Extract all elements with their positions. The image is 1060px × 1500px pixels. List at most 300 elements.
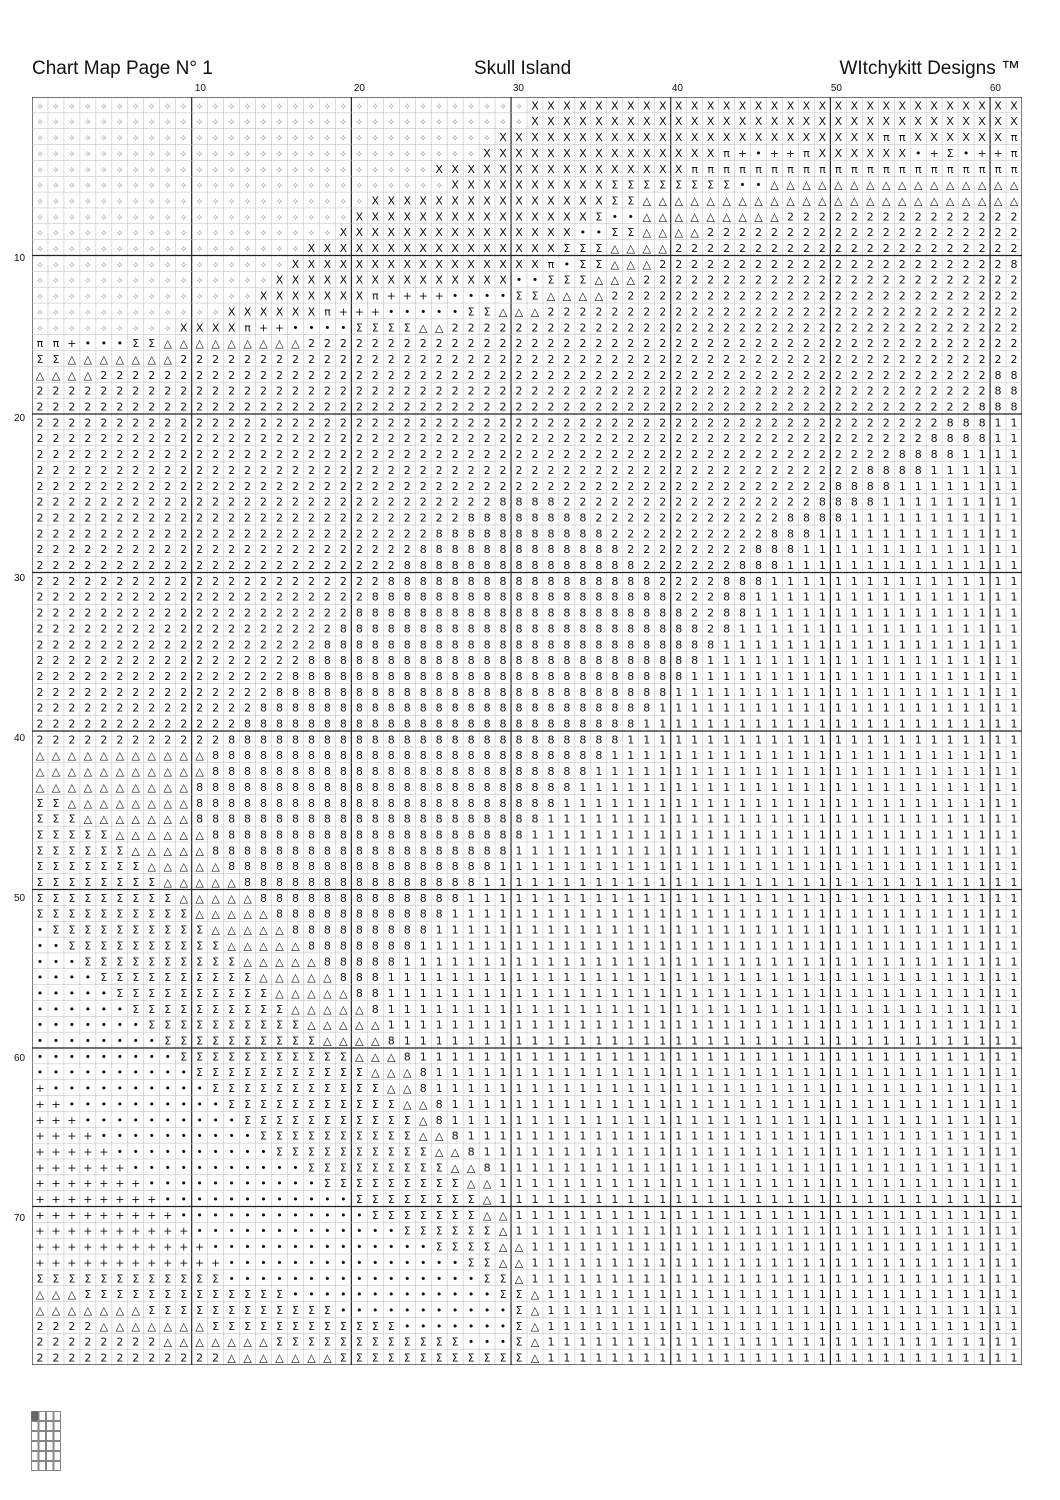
stitch-symbol: 8 [452, 607, 459, 620]
stitch-symbol: Σ [420, 1209, 427, 1222]
stitch-symbol: 1 [468, 1035, 475, 1048]
stitch-symbol: 1 [867, 733, 874, 746]
stitch-symbol: 8 [500, 638, 507, 651]
stitch-symbol: X [292, 258, 300, 271]
stitch-symbol: 1 [547, 876, 554, 889]
stitch-symbol: Σ [148, 939, 155, 952]
stitch-symbol: 1 [516, 1050, 523, 1063]
stitch-symbol: 1 [787, 1082, 794, 1095]
stitch-symbol: 2 [196, 432, 203, 445]
stitch-symbol: 1 [771, 876, 778, 889]
stitch-symbol: 2 [595, 353, 602, 366]
stitch-symbol: 1 [899, 908, 906, 921]
stitch-symbol: 2 [420, 416, 427, 429]
stitch-symbol: 2 [116, 638, 123, 651]
stitch-symbol: 2 [611, 527, 618, 540]
stitch-symbol: 1 [787, 844, 794, 857]
stitch-symbol: 2 [819, 210, 826, 223]
stitch-symbol: 2 [771, 337, 778, 350]
stitch-symbol: 2 [404, 416, 411, 429]
stitch-symbol: X [451, 258, 459, 271]
stitch-symbol: • [468, 1272, 475, 1285]
stitch-symbol: 1 [643, 1145, 650, 1158]
stitch-symbol: 2 [100, 686, 107, 699]
stitch-symbol: 2 [867, 274, 874, 287]
stitch-symbol: 1 [627, 987, 634, 1000]
stitch-symbol: 1 [931, 1177, 938, 1190]
stitch-symbol: 8 [723, 575, 730, 588]
stitch-symbol: 1 [995, 1145, 1002, 1158]
stitch-symbol: Σ [116, 908, 123, 921]
stitch-symbol: 8 [356, 892, 363, 905]
stitch-symbol: 1 [531, 1019, 538, 1032]
stitch-symbol: 2 [500, 385, 507, 398]
stitch-symbol: 2 [659, 274, 666, 287]
stitch-symbol: 1 [899, 622, 906, 635]
stitch-symbol: ✧ [68, 308, 76, 318]
stitch-symbol: • [101, 1082, 108, 1095]
stitch-symbol: 1 [931, 543, 938, 556]
stitch-symbol: 1 [787, 718, 794, 731]
stitch-symbol: 1 [707, 797, 714, 810]
stitch-symbol: 8 [228, 749, 235, 762]
stitch-symbol: 1 [643, 955, 650, 968]
stitch-symbol: 2 [276, 559, 283, 572]
stitch-symbol: 1 [931, 765, 938, 778]
stitch-symbol: 2 [68, 1320, 75, 1333]
stitch-symbol: ✧ [467, 102, 475, 112]
stitch-symbol: 8 [579, 607, 586, 620]
stitch-symbol: 8 [452, 670, 459, 683]
stitch-symbol: 2 [308, 622, 315, 635]
stitch-symbol: 2 [340, 511, 347, 524]
stitch-symbol: + [67, 337, 76, 350]
stitch-symbol: X [467, 210, 475, 223]
stitch-symbol: 1 [436, 1066, 443, 1079]
stitch-symbol: 1 [643, 1320, 650, 1333]
stitch-symbol: 2 [212, 543, 219, 556]
stitch-symbol: 2 [84, 480, 91, 493]
stitch-symbol: 2 [819, 226, 826, 239]
stitch-symbol: 1 [915, 718, 922, 731]
stitch-symbol: 1 [723, 1114, 730, 1127]
stitch-symbol: 1 [979, 559, 986, 572]
stitch-symbol: △ [36, 781, 45, 794]
stitch-symbol: 2 [420, 385, 427, 398]
stitch-symbol: 1 [516, 1003, 523, 1016]
stitch-symbol: 1 [835, 749, 842, 762]
stitch-symbol: • [85, 1082, 92, 1095]
stitch-symbol: 1 [883, 1035, 890, 1048]
stitch-symbol: ✧ [116, 213, 124, 223]
stitch-symbol: △ [339, 987, 348, 1000]
stitch-symbol: 1 [899, 797, 906, 810]
stitch-symbol: 8 [372, 638, 379, 651]
stitch-symbol: 2 [164, 686, 171, 699]
stitch-symbol: X [611, 163, 619, 176]
stitch-symbol: X [595, 99, 603, 112]
stitch-symbol: 2 [659, 575, 666, 588]
stitch-symbol: 8 [500, 686, 507, 699]
stitch-symbol: 2 [675, 369, 682, 382]
stitch-symbol: 1 [819, 860, 826, 873]
stitch-symbol: ✧ [196, 213, 204, 223]
stitch-symbol: 2 [356, 496, 363, 509]
stitch-symbol: 8 [1011, 385, 1018, 398]
stitch-symbol: 1 [771, 702, 778, 715]
stitch-symbol: 1 [819, 876, 826, 889]
stitch-symbol: △ [68, 1288, 77, 1301]
stitch-symbol: △ [419, 321, 428, 334]
stitch-symbol: X [356, 242, 364, 255]
stitch-symbol: 8 [436, 908, 443, 921]
stitch-symbol: 2 [659, 464, 666, 477]
stitch-symbol: 2 [899, 385, 906, 398]
stitch-symbol: Σ [100, 876, 107, 889]
stitch-symbol: X [340, 258, 348, 271]
stitch-symbol: 2 [100, 702, 107, 715]
stitch-symbol: △ [52, 1288, 61, 1301]
stitch-symbol: 1 [787, 1177, 794, 1190]
stitch-symbol: 8 [468, 575, 475, 588]
stitch-symbol: 2 [595, 385, 602, 398]
stitch-symbol: 1 [404, 1003, 411, 1016]
stitch-symbol: 2 [292, 607, 299, 620]
stitch-symbol: 1 [947, 1256, 954, 1269]
stitch-symbol: 2 [531, 369, 538, 382]
stitch-symbol: X [292, 274, 300, 287]
stitch-symbol: 2 [436, 432, 443, 445]
stitch-symbol: △ [132, 353, 141, 366]
stitch-symbol: ✧ [116, 229, 124, 239]
stitch-symbol: 2 [963, 337, 970, 350]
stitch-symbol: 2 [180, 654, 187, 667]
stitch-symbol: 1 [563, 924, 570, 937]
stitch-symbol: 2 [963, 290, 970, 303]
stitch-symbol: 1 [627, 876, 634, 889]
stitch-symbol: 2 [244, 638, 251, 651]
stitch-symbol: Σ [516, 1304, 523, 1317]
stitch-symbol: Σ [164, 1019, 171, 1032]
stitch-symbol: 8 [468, 638, 475, 651]
stitch-symbol: 1 [883, 1019, 890, 1032]
stitch-symbol: 2 [595, 305, 602, 318]
stitch-symbol: 1 [947, 844, 954, 857]
stitch-symbol: ✧ [52, 324, 60, 334]
stitch-symbol: Σ [420, 1193, 427, 1206]
stitch-symbol: △ [163, 337, 172, 350]
stitch-symbol: 1 [579, 1225, 586, 1238]
stitch-symbol: 1 [867, 828, 874, 841]
stitch-symbol: 2 [851, 385, 858, 398]
stitch-symbol: 2 [723, 448, 730, 461]
stitch-symbol: X [356, 210, 364, 223]
stitch-symbol: 1 [771, 686, 778, 699]
stitch-symbol: 1 [947, 1114, 954, 1127]
stitch-symbol: 2 [84, 1320, 91, 1333]
stitch-symbol: Σ [228, 1035, 235, 1048]
stitch-symbol: 1 [931, 718, 938, 731]
stitch-symbol: 1 [931, 607, 938, 620]
stitch-symbol: 1 [931, 511, 938, 524]
stitch-symbol: 1 [787, 1241, 794, 1254]
stitch-symbol: • [85, 337, 92, 350]
stitch-symbol: 8 [851, 496, 858, 509]
stitch-symbol: + [179, 1225, 188, 1238]
stitch-symbol: 2 [516, 464, 523, 477]
stitch-symbol: π [899, 163, 906, 176]
stitch-symbol: △ [419, 1130, 428, 1143]
stitch-symbol: 2 [356, 385, 363, 398]
stitch-symbol: 1 [851, 1225, 858, 1238]
stitch-symbol: 1 [579, 1019, 586, 1032]
stitch-symbol: 2 [707, 369, 714, 382]
stitch-symbol: 1 [899, 971, 906, 984]
stitch-symbol: ✧ [228, 102, 236, 112]
stitch-symbol: 2 [819, 290, 826, 303]
stitch-symbol: 1 [915, 654, 922, 667]
stitch-symbol: 8 [260, 797, 267, 810]
stitch-symbol: 2 [36, 575, 43, 588]
stitch-symbol: • [164, 1050, 171, 1063]
stitch-symbol: 1 [563, 1209, 570, 1222]
stitch-symbol: 1 [803, 781, 810, 794]
stitch-symbol: • [37, 987, 44, 1000]
stitch-symbol: X [771, 115, 779, 128]
stitch-symbol: 8 [500, 575, 507, 588]
stitch-symbol: Σ [388, 1098, 395, 1111]
stitch-symbol: 1 [1011, 1272, 1018, 1285]
stitch-symbol: 1 [611, 1288, 618, 1301]
stitch-symbol: 1 [531, 987, 538, 1000]
stitch-symbol: 1 [835, 622, 842, 635]
stitch-symbol: 2 [372, 559, 379, 572]
stitch-symbol: 1 [995, 892, 1002, 905]
stitch-symbol: 8 [867, 496, 874, 509]
stitch-symbol: X [595, 115, 603, 128]
stitch-symbol: 1 [739, 781, 746, 794]
stitch-symbol: 2 [547, 401, 554, 414]
stitch-symbol: 1 [803, 749, 810, 762]
stitch-symbol: 8 [420, 860, 427, 873]
stitch-symbol: 1 [883, 1161, 890, 1174]
stitch-symbol: 8 [547, 607, 554, 620]
stitch-symbol: X [563, 99, 571, 112]
stitch-symbol: 1 [867, 575, 874, 588]
stitch-symbol: • [340, 1241, 347, 1254]
stitch-symbol: 1 [883, 1209, 890, 1222]
stitch-symbol: ✧ [372, 182, 380, 192]
stitch-symbol: 8 [500, 765, 507, 778]
stitch-symbol: ✧ [116, 261, 124, 271]
stitch-symbol: 1 [915, 749, 922, 762]
stitch-symbol: 2 [36, 543, 43, 556]
stitch-symbol: X [547, 210, 555, 223]
stitch-symbol: ✧ [52, 293, 60, 303]
stitch-symbol: 2 [787, 401, 794, 414]
stitch-symbol: 1 [899, 1145, 906, 1158]
stitch-symbol: 1 [500, 987, 507, 1000]
stitch-symbol: X [419, 226, 427, 239]
stitch-symbol: 1 [883, 733, 890, 746]
stitch-symbol: △ [195, 749, 204, 762]
stitch-symbol: 2 [691, 401, 698, 414]
stitch-symbol: Σ [372, 1130, 379, 1143]
stitch-symbol: 2 [787, 321, 794, 334]
stitch-symbol: 2 [164, 511, 171, 524]
stitch-symbol: 1 [723, 892, 730, 905]
stitch-symbol: ✧ [68, 166, 76, 176]
stitch-symbol: 1 [675, 813, 682, 826]
stitch-symbol: △ [770, 179, 779, 192]
stitch-symbol: △ [307, 955, 316, 968]
stitch-symbol: 1 [723, 1161, 730, 1174]
stitch-symbol: △ [467, 1177, 476, 1190]
stitch-symbol: 2 [180, 607, 187, 620]
stitch-symbol: 2 [420, 496, 427, 509]
stitch-symbol: 8 [372, 607, 379, 620]
stitch-symbol: 2 [883, 432, 890, 445]
stitch-symbol: 8 [579, 559, 586, 572]
stitch-symbol: + [35, 1130, 44, 1143]
stitch-symbol: 1 [531, 924, 538, 937]
stitch-symbol: 8 [915, 464, 922, 477]
stitch-symbol: ✧ [100, 293, 108, 303]
stitch-symbol: ✧ [228, 277, 236, 287]
stitch-symbol: 2 [388, 527, 395, 540]
stitch-symbol: △ [116, 765, 125, 778]
stitch-symbol: 1 [643, 765, 650, 778]
stitch-symbol: • [85, 1003, 92, 1016]
stitch-symbol: • [69, 1050, 76, 1063]
stitch-symbol: 1 [787, 559, 794, 572]
stitch-symbol: Σ [324, 1066, 331, 1079]
stitch-symbol: Σ [212, 1304, 219, 1317]
stitch-symbol: 1 [819, 797, 826, 810]
stitch-symbol: 2 [755, 242, 762, 255]
stitch-symbol: ✧ [132, 293, 140, 303]
stitch-symbol: 2 [484, 416, 491, 429]
stitch-symbol: 1 [867, 1050, 874, 1063]
stitch-symbol: 1 [771, 654, 778, 667]
stitch-symbol: 1 [867, 908, 874, 921]
stitch-symbol: 1 [659, 765, 666, 778]
stitch-symbol: 2 [132, 511, 139, 524]
stitch-symbol: 1 [723, 1177, 730, 1190]
stitch-symbol: 1 [675, 955, 682, 968]
stitch-symbol: X [787, 99, 795, 112]
stitch-symbol: X [499, 226, 507, 239]
stitch-symbol: 2 [803, 210, 810, 223]
stitch-symbol: 1 [659, 1050, 666, 1063]
stitch-symbol: 8 [659, 622, 666, 635]
stitch-symbol: 2 [388, 337, 395, 350]
stitch-symbol: 2 [739, 369, 746, 382]
stitch-symbol: 1 [787, 749, 794, 762]
stitch-symbol: 1 [851, 511, 858, 524]
stitch-symbol: 8 [963, 432, 970, 445]
stitch-symbol: + [99, 1225, 108, 1238]
stitch-symbol: 1 [563, 987, 570, 1000]
stitch-symbol: 1 [995, 718, 1002, 731]
stitch-symbol: 1 [627, 1320, 634, 1333]
stitch-symbol: + [35, 1114, 44, 1127]
stitch-symbol: 2 [531, 416, 538, 429]
stitch-symbol: 2 [979, 274, 986, 287]
stitch-symbol: • [436, 1320, 443, 1333]
stitch-symbol: 1 [516, 1035, 523, 1048]
stitch-symbol: ✧ [84, 102, 92, 112]
stitch-symbol: 2 [835, 385, 842, 398]
stitch-symbol: 2 [707, 290, 714, 303]
stitch-symbol: 1 [484, 1082, 491, 1095]
stitch-symbol: 1 [611, 1066, 618, 1079]
stitch-symbol: 2 [260, 543, 267, 556]
stitch-symbol: 1 [659, 702, 666, 715]
stitch-symbol: 2 [196, 385, 203, 398]
stitch-symbol: 8 [484, 686, 491, 699]
stitch-symbol: X [531, 226, 539, 239]
stitch-symbol: Σ [100, 908, 107, 921]
stitch-symbol: • [292, 321, 299, 334]
stitch-symbol: 1 [675, 1177, 682, 1190]
stitch-symbol: 2 [963, 353, 970, 366]
stitch-symbol: 2 [851, 290, 858, 303]
stitch-symbol: 1 [739, 654, 746, 667]
stitch-symbol: 2 [148, 733, 155, 746]
stitch-symbol: 1 [531, 1241, 538, 1254]
stitch-symbol: • [372, 1256, 379, 1269]
stitch-symbol: 1 [547, 939, 554, 952]
stitch-symbol: X [835, 115, 843, 128]
stitch-symbol: X [547, 163, 555, 176]
stitch-symbol: Σ [484, 1241, 491, 1254]
stitch-symbol: 2 [691, 242, 698, 255]
stitch-symbol: 1 [883, 1098, 890, 1111]
column-number: 50 [818, 83, 842, 94]
stitch-symbol: 2 [324, 496, 331, 509]
stitch-symbol: 8 [755, 543, 762, 556]
stitch-symbol: 8 [340, 622, 347, 635]
stitch-symbol: 1 [803, 765, 810, 778]
stitch-symbol: 1 [835, 1050, 842, 1063]
stitch-symbol: • [69, 1019, 76, 1032]
stitch-symbol: • [53, 1019, 60, 1032]
stitch-symbol: 1 [723, 939, 730, 952]
stitch-symbol: 1 [723, 1003, 730, 1016]
stitch-symbol: 1 [436, 971, 443, 984]
stitch-symbol: 2 [276, 654, 283, 667]
stitch-symbol: 2 [212, 607, 219, 620]
stitch-symbol: 1 [995, 1019, 1002, 1032]
stitch-symbol: 1 [547, 924, 554, 937]
stitch-symbol: 8 [404, 575, 411, 588]
stitch-symbol: 2 [276, 543, 283, 556]
stitch-symbol: 2 [931, 226, 938, 239]
stitch-symbol: 8 [739, 575, 746, 588]
stitch-symbol: △ [116, 353, 125, 366]
stitch-symbol: Σ [563, 274, 570, 287]
stitch-symbol: • [196, 1161, 203, 1174]
stitch-symbol: △ [132, 828, 141, 841]
stitch-symbol: 2 [228, 527, 235, 540]
stitch-symbol: Σ [324, 1098, 331, 1111]
stitch-symbol: 8 [340, 971, 347, 984]
stitch-symbol: 2 [468, 385, 475, 398]
stitch-symbol: △ [435, 1130, 444, 1143]
stitch-symbol: 2 [835, 210, 842, 223]
stitch-symbol: 1 [707, 1130, 714, 1143]
